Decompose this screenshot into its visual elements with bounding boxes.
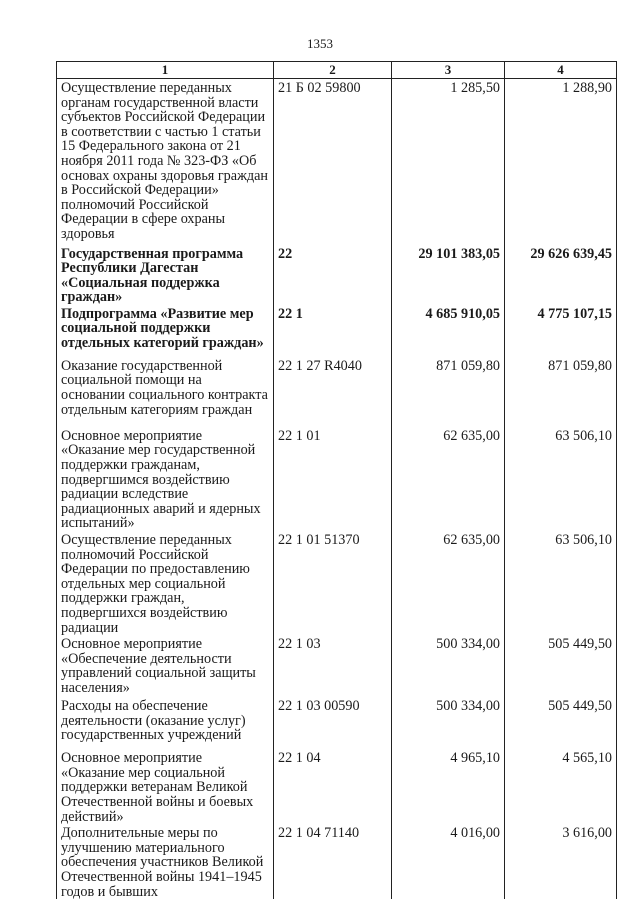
row-name-cell: Осуществление переданных полномочий Российской Федерации по предоставлению отдельных мер социальной поддержки граждан, подвергшихся воздействию радиации (57, 531, 274, 635)
row-code-cell: 22 1 (274, 305, 392, 357)
table-row (57, 824, 617, 899)
table-body (57, 79, 617, 900)
table-row (57, 357, 617, 427)
table-row (57, 427, 617, 531)
row-value2-cell: 3 616,00 (505, 824, 617, 899)
column-header-4: 4 (505, 62, 617, 79)
row-code-cell: 21 Б 02 59800 (274, 79, 392, 245)
row-value2-cell: 29 626 639,45 (505, 245, 617, 305)
column-header-2: 2 (274, 62, 392, 79)
row-name-cell: Дополнительные меры по улучшению материального обеспечения участников Великой Отечественной войны 1941–1945 годов и бывших (57, 824, 274, 899)
table-header (57, 62, 617, 79)
row-name-cell: Расходы на обеспечение деятельности (оказание услуг) государственных учреждений (57, 697, 274, 749)
row-value1-cell: 29 101 383,05 (392, 245, 505, 305)
column-header-1: 1 (57, 62, 274, 79)
row-code-cell: 22 (274, 245, 392, 305)
header-row (57, 62, 617, 79)
row-code-cell: 22 1 01 (274, 427, 392, 531)
row-code-cell: 22 1 27 R4040 (274, 357, 392, 427)
table-row (57, 697, 617, 749)
row-name-cell: Основное мероприятие «Обеспечение деятельности управлений социальной защиты населения» (57, 635, 274, 697)
row-value2-cell: 871 059,80 (505, 357, 617, 427)
row-value1-cell: 4 016,00 (392, 824, 505, 899)
page-number: 1353 (307, 36, 333, 51)
row-value1-cell: 4 965,10 (392, 749, 505, 824)
row-code-cell: 22 1 03 00590 (274, 697, 392, 749)
row-value1-cell: 1 285,50 (392, 79, 505, 245)
row-code-cell: 22 1 03 (274, 635, 392, 697)
row-value1-cell: 62 635,00 (392, 531, 505, 635)
table-row (57, 531, 617, 635)
row-code-cell: 22 1 01 51370 (274, 531, 392, 635)
row-name-cell: Подпрограмма «Развитие мер социальной поддержки отдельных категорий граждан» (57, 305, 274, 357)
row-value2-cell: 1 288,90 (505, 79, 617, 245)
column-header-3: 3 (392, 62, 505, 79)
row-value1-cell: 4 685 910,05 (392, 305, 505, 357)
row-value2-cell: 505 449,50 (505, 635, 617, 697)
table-row (57, 245, 617, 305)
row-name-cell: Осуществление переданных органам государственной власти субъектов Российской Федерации в соответствии с частью 1 статьи 15 Федерального закона от 21 ноября 2011 года № 323-ФЗ «Об основах охраны здоровья граждан в Российской Федерации» полномочий Российской Федерации в сфере охраны здоровья (57, 79, 274, 245)
row-code-cell: 22 1 04 (274, 749, 392, 824)
row-value1-cell: 871 059,80 (392, 357, 505, 427)
row-value2-cell: 4 775 107,15 (505, 305, 617, 357)
table-row (57, 79, 617, 245)
row-value2-cell: 4 565,10 (505, 749, 617, 824)
row-name-cell: Государственная программа Республики Дагестан «Социальная поддержка граждан» (57, 245, 274, 305)
row-code-cell: 22 1 04 71140 (274, 824, 392, 899)
row-value1-cell: 62 635,00 (392, 427, 505, 531)
row-value1-cell: 500 334,00 (392, 697, 505, 749)
table-row (57, 749, 617, 824)
row-value2-cell: 505 449,50 (505, 697, 617, 749)
row-name-cell: Основное мероприятие «Оказание мер государственной поддержки гражданам, подвергшимся воздействию радиации вследствие радиационных аварий и ядерных испытаний» (57, 427, 274, 531)
table-row (57, 305, 617, 357)
row-value2-cell: 63 506,10 (505, 531, 617, 635)
budget-table (56, 61, 617, 899)
row-name-cell: Основное мероприятие «Оказание мер социальной поддержки ветеранам Великой Отечественной войны и боевых действий» (57, 749, 274, 824)
row-value2-cell: 63 506,10 (505, 427, 617, 531)
row-name-cell: Оказание государственной социальной помощи на основании социального контракта отдельным категориям граждан (57, 357, 274, 427)
table-row (57, 635, 617, 697)
row-value1-cell: 500 334,00 (392, 635, 505, 697)
